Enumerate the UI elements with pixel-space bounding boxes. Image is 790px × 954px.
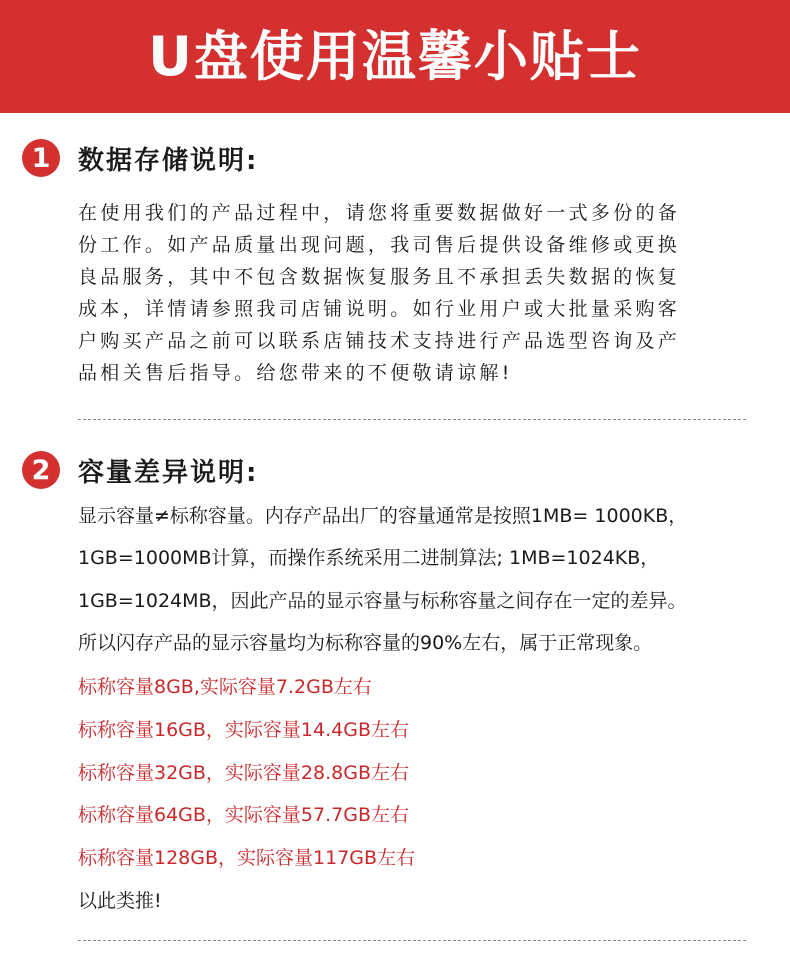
section-2-number-badge: 2 <box>22 451 60 489</box>
capacity-example: 标称容量32GB，实际容量28.8GB左右 <box>78 762 409 784</box>
section-1-heading <box>22 139 258 177</box>
section-2-line: 1GB=1024MB，因此产品的显示容量与标称容量之间存在一定的差异。 <box>78 590 687 612</box>
dashed-divider <box>78 940 746 941</box>
section-1-line: 份工作。如产品质量出现问题，我司售后提供设备维修或更换 <box>78 234 681 256</box>
section-2-heading <box>22 451 258 489</box>
section-2-line: 1GB=1000MB计算，而操作系统采用二进制算法; 1MB=1024KB， <box>78 547 660 569</box>
capacity-example: 标称容量16GB，实际容量14.4GB左右 <box>78 719 409 741</box>
section-1-line: 成本，详情请参照我司店铺说明。如行业用户或大批量采购客 <box>78 298 681 320</box>
page-title: U盘使用温馨小贴士 <box>148 24 642 88</box>
section-2-title: 容量差异说明: <box>78 457 259 488</box>
section-1-line: 品相关售后指导。给您带来的不便敬请谅解! <box>78 362 513 384</box>
section-2-footer-note: 以此类推! <box>78 890 162 912</box>
capacity-example: 标称容量128GB，实际容量117GB左右 <box>78 847 416 869</box>
section-1-number-badge: 1 <box>22 139 60 177</box>
capacity-example: 标称容量64GB，实际容量57.7GB左右 <box>78 804 409 826</box>
section-1-line: 在使用我们的产品过程中，请您将重要数据做好一式多份的备 <box>78 202 681 224</box>
section-1-paragraph <box>78 197 738 389</box>
section-1-line: 户购买产品之前可以联系店铺技术支持进行产品选型咨询及产 <box>78 330 681 352</box>
section-2-line: 显示容量≠标称容量。内存产品出厂的容量通常是按照1MB= 1000KB， <box>78 505 688 527</box>
section-1-title: 数据存储说明: <box>78 145 259 176</box>
section-2-line: 所以闪存产品的显示容量均为标称容量的90%左右，属于正常现象。 <box>78 632 653 654</box>
dashed-divider <box>78 419 746 420</box>
section-1-line: 良品服务，其中不包含数据恢复服务且不承担丢失数据的恢复 <box>78 266 681 288</box>
capacity-example: 标称容量8GB,实际容量7.2GB左右 <box>78 676 372 698</box>
header-banner <box>0 0 790 113</box>
